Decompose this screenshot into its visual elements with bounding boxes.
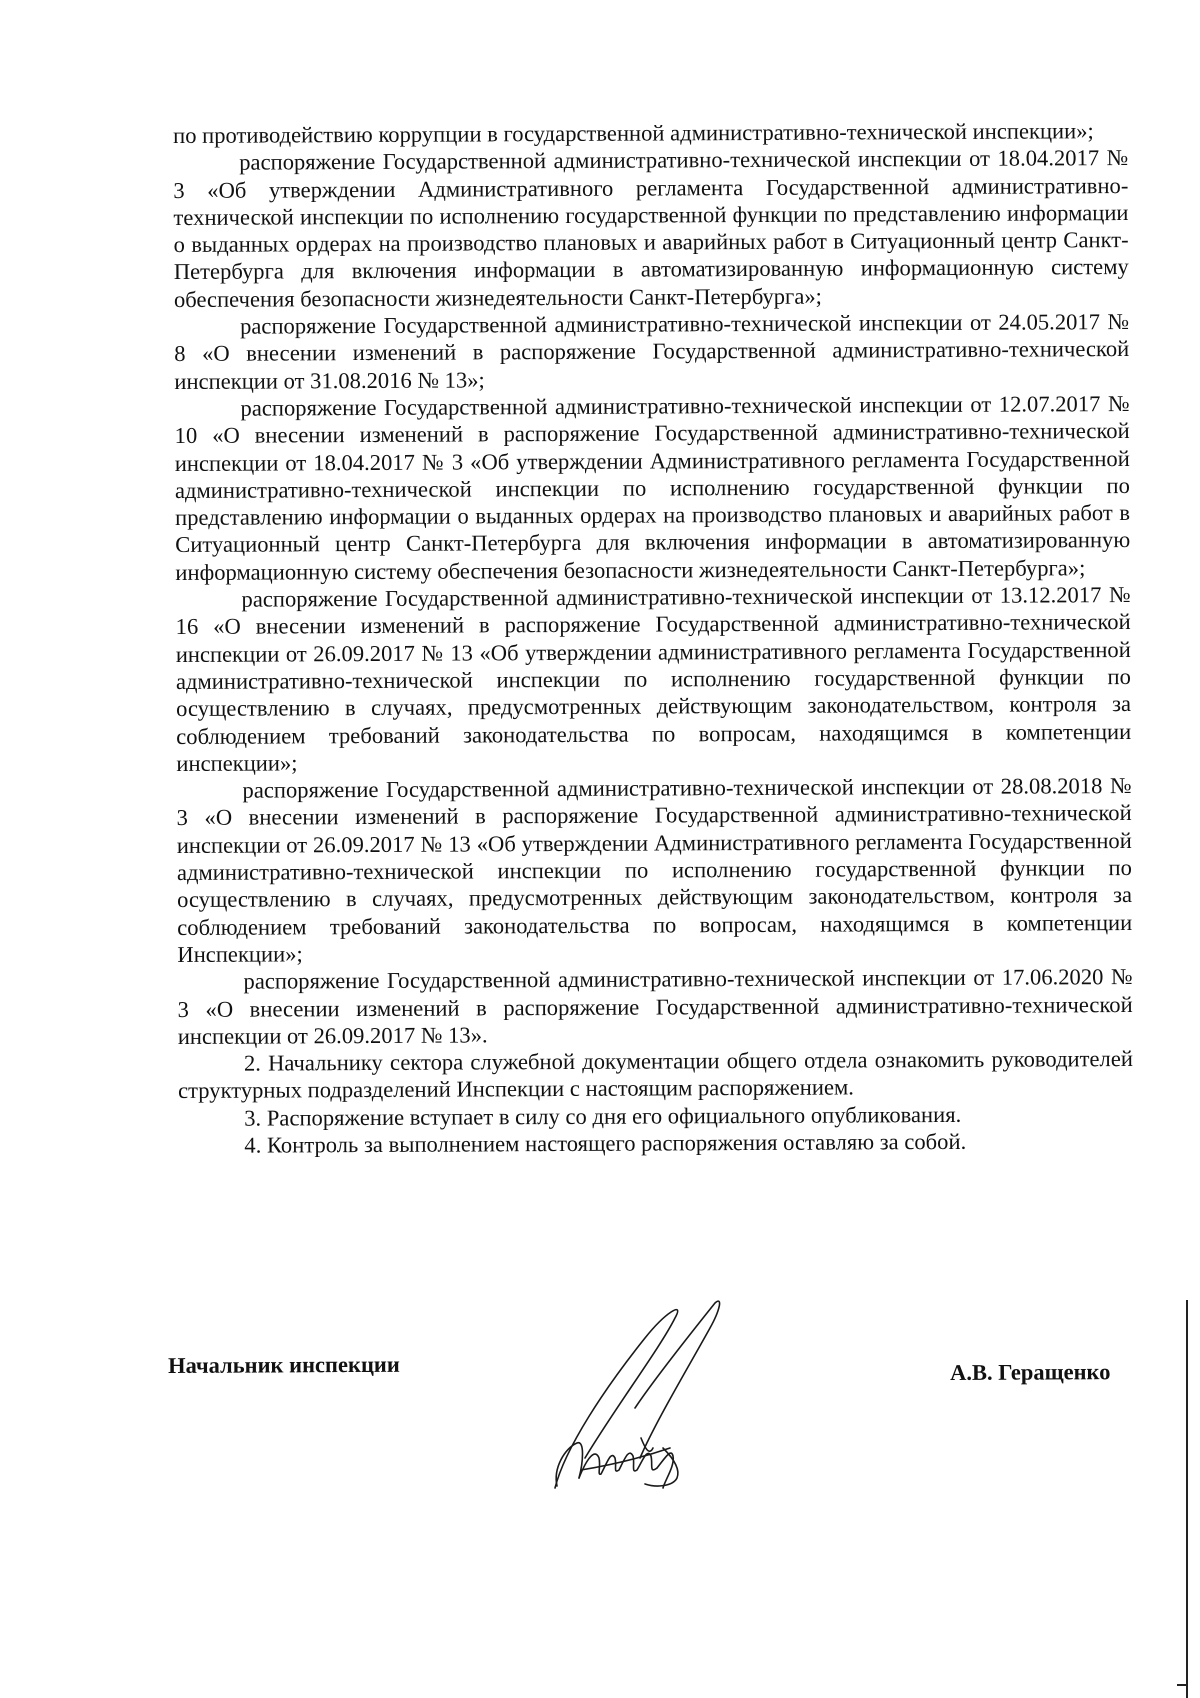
paragraph-anticorruption-tail: по противодействию коррупции в государственной административно-технической инспекции»; — [173, 118, 1094, 148]
handwritten-signature — [545, 1298, 745, 1498]
scan-edge-tick — [1177, 1684, 1187, 1686]
paragraph-order-2017-05-24: распоряжение Государственной административно-технической инспекции от 24.05.2017 № 8 «О внесении изменений в распоряжение Государственной административно-технической инспекции от 31.08.2016 № 13»; — [174, 309, 1130, 394]
paragraph-order-2017-12-13: распоряжение Государственной административно-технической инспекции от 13.12.2017 № 16 «О внесении изменений в распоряжение Государственной административно-технической инспекции от 26.09.2017 № 13 «Об утверждении административного регламента Государственной административно-технической инспекции по исполнению государственной функции по осуществлению в случаях, предусмотренных действующим законодательством, контроля за соблюдением требований законодательства по вопросам, находящимся в компетенции инспекции»; — [175, 582, 1132, 776]
paragraph-item-3: 3. Распоряжение вступает в силу со дня его официального опубликования. — [244, 1101, 962, 1131]
document-body — [173, 117, 1133, 1159]
paragraph-order-2017-04-18: распоряжение Государственной административно-технической инспекции от 18.04.2017 № 3 «Об утверждении Административного регламента Государственной административно-технической инспекции по исполнению государственной функции по представлению информации о выданных ордерах на производство плановых и аварийных работ в Ситуационный центр Санкт-Петербурга для включения информации в автоматизированную информационную систему обеспечения безопасности жизнедеятельности Санкт-Петербурга»; — [173, 145, 1129, 312]
paragraph-order-2020-06-17: распоряжение Государственной административно-технической инспекции от 17.06.2020 № 3 «О внесении изменений в распоряжение Государственной административно-технической инспекции от 26.09.2017 № 13». — [177, 964, 1133, 1049]
paragraph-item-2: 2. Начальнику сектора служебной документации общего отдела ознакомить руководителей структурных подразделений Инспекции с настоящим распоряжением. — [178, 1046, 1133, 1104]
paragraph-order-2018-08-28: распоряжение Государственной административно-технической инспекции от 28.08.2018 № 3 «О внесении изменений в распоряжение Государственной административно-технической инспекции от 26.09.2017 № 13 «Об утверждении Административного регламента Государственной административно-технической инспекции по исполнению государственной функции по осуществлению в случаях, предусмотренных действующим законодательством, контроля за соблюдением требований законодательства по вопросам, находящимся в компетенции Инспекции»; — [176, 773, 1133, 967]
paragraph-item-4: 4. Контроль за выполнением настоящего распоряжения оставляю за собой. — [244, 1128, 967, 1158]
signer-name: А.В. Геращенко — [950, 1359, 1111, 1385]
scan-edge-line — [1186, 1300, 1188, 1698]
signer-position-title: Начальник инспекции — [168, 1351, 400, 1378]
paragraph-order-2017-07-12: распоряжение Государственной административно-технической инспекции от 12.07.2017 № 10 «О внесении изменений в распоряжение Государственной административно-технической инспекции от 18.04.2017 № 3 «Об утверждении Административного регламента Государственной административно-технической инспекции по исполнению государственной функции по представлению информации о выданных ордерах на производство плановых и аварийных работ в Ситуационный центр Санкт-Петербурга для включения информации в автоматизированную информационную систему обеспечения безопасности жизнедеятельности Санкт-Петербурга»; — [174, 390, 1131, 585]
